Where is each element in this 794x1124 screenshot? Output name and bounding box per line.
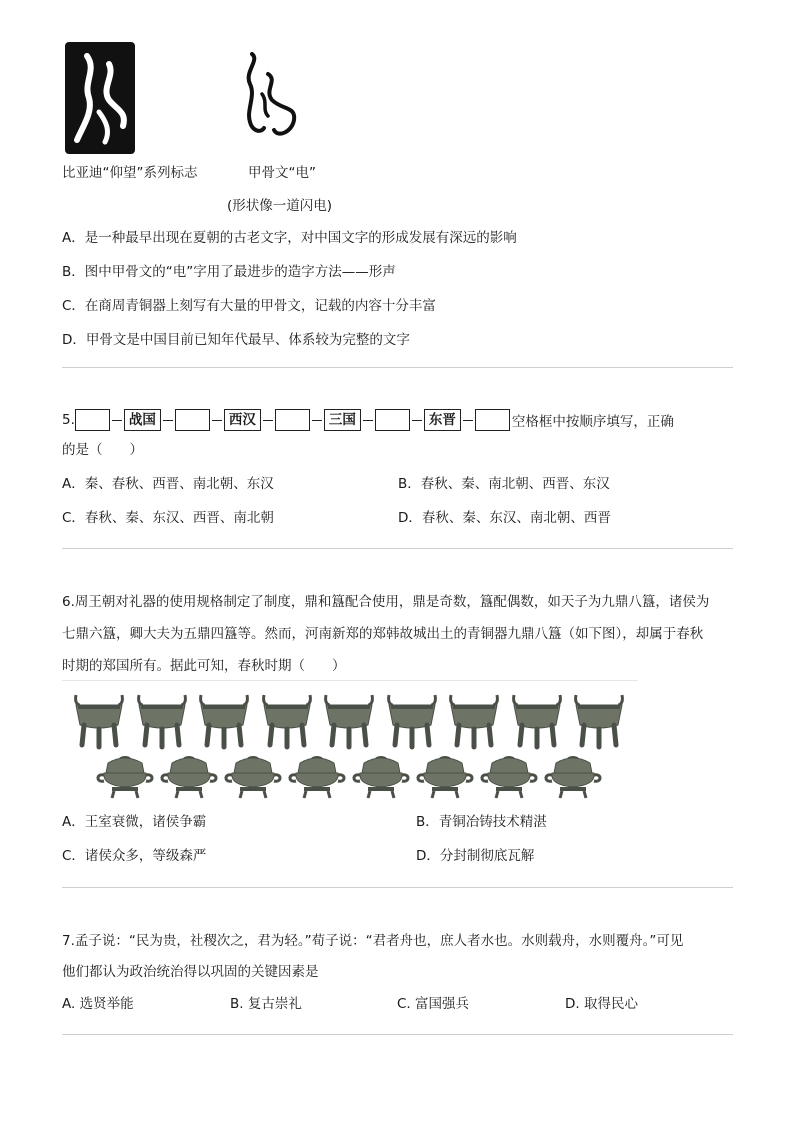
q7-option-c[interactable]: C. 富国强兵 xyxy=(397,996,470,1012)
q7-stem-line1: 7.孟子说：“民为贵，社稷次之，君为轻。”荀子说：“君者舟也，庶人者水也。水则载舟，水则覆舟。”可见 xyxy=(62,933,684,949)
bronze-vessels-photo xyxy=(62,680,638,803)
answer-box-4 xyxy=(375,409,410,431)
answer-box-1 xyxy=(75,409,110,431)
q6-option-b[interactable]: B．青铜冶铸技术精湛 xyxy=(416,814,547,830)
oracle-caption-note: (形状像一道闪电) xyxy=(227,198,333,214)
dash xyxy=(263,420,273,421)
ding-vessel xyxy=(383,691,441,751)
logo-caption: 比亚迪“仰望”系列标志 xyxy=(62,165,198,181)
ding-vessel xyxy=(133,691,191,751)
answer-box-2 xyxy=(175,409,210,431)
dash xyxy=(212,420,222,421)
q5-option-a[interactable]: A．秦、春秋、西晋、南北朝、东汉 xyxy=(62,476,274,492)
ding-vessel xyxy=(508,691,566,751)
q5-stem-tail: 空格框中按顺序填写，正确 xyxy=(511,414,674,430)
q6-stem-line1: 6.周王朝对礼器的使用规格制定了制度，鼎和簋配合使用，鼎是奇数，簋配偶数，如天子为九鼎八簋，诸侯为 xyxy=(62,594,710,610)
gui-vessel xyxy=(222,751,284,799)
q4-option-b[interactable]: B．图中甲骨文的“电”字用了最进步的造字方法——形声 xyxy=(62,264,396,280)
ding-vessel xyxy=(570,691,628,751)
q4-option-d[interactable]: D．甲骨文是中国目前已知年代最早、体系较为完整的文字 xyxy=(62,332,410,348)
period-label-1: 战国 xyxy=(124,409,161,431)
gui-vessel xyxy=(350,751,412,799)
answer-box-5 xyxy=(475,409,510,431)
period-label-4: 东晋 xyxy=(424,409,461,431)
q5-stem-line2: 的是（ ） xyxy=(62,442,143,458)
divider xyxy=(62,1034,733,1035)
gui-vessel xyxy=(414,751,476,799)
q6-stem-line2: 七鼎六簋，卿大夫为五鼎四簋等。然而，河南新郑的郑韩故城出土的青铜器九鼎八簋（如下图），却属于春秋 xyxy=(62,626,704,642)
dash xyxy=(463,420,473,421)
q6-option-d[interactable]: D．分封制彻底瓦解 xyxy=(416,848,535,864)
q5-number: 5. xyxy=(62,412,75,428)
period-label-3: 三国 xyxy=(324,409,361,431)
q5-option-c[interactable]: C．春秋、秦、东汉、西晋、南北朝 xyxy=(62,510,274,526)
gui-vessel xyxy=(158,751,220,799)
answer-box-3 xyxy=(275,409,310,431)
q5-option-b[interactable]: B．春秋、秦、南北朝、西晋、东汉 xyxy=(398,476,610,492)
gui-vessel xyxy=(478,751,540,799)
dash xyxy=(163,420,173,421)
q5-sequence xyxy=(62,407,674,433)
gui-vessel xyxy=(542,751,604,799)
divider xyxy=(62,367,733,368)
q7-stem-line2: 他们都认为政治统治得以巩固的关键因素是 xyxy=(62,964,319,980)
ding-vessel xyxy=(195,691,253,751)
ding-vessel xyxy=(258,691,316,751)
dash xyxy=(112,420,122,421)
dash xyxy=(363,420,373,421)
oracle-caption: 甲骨文“电” xyxy=(248,165,316,181)
ding-vessel xyxy=(445,691,503,751)
q5-option-d[interactable]: D．春秋、秦、东汉、南北朝、西晋 xyxy=(398,510,611,526)
gui-vessel xyxy=(286,751,348,799)
period-label-2: 西汉 xyxy=(224,409,261,431)
divider xyxy=(62,548,733,549)
ding-vessel xyxy=(70,691,128,751)
gui-vessel xyxy=(94,751,156,799)
divider xyxy=(62,887,733,888)
q6-option-c[interactable]: C．诸侯众多，等级森严 xyxy=(62,848,207,864)
byd-yangwang-logo xyxy=(65,42,135,154)
q7-option-b[interactable]: B. 复古崇礼 xyxy=(230,996,302,1012)
q7-option-d[interactable]: D. 取得民心 xyxy=(565,996,638,1012)
oracle-dian-character xyxy=(238,50,306,142)
dash xyxy=(412,420,422,421)
q7-option-a[interactable]: A. 选贤举能 xyxy=(62,996,134,1012)
q4-option-a[interactable]: A．是一种最早出现在夏朝的古老文字，对中国文字的形成发展有深远的影响 xyxy=(62,230,517,246)
q4-option-c[interactable]: C．在商周青铜器上刻写有大量的甲骨文，记载的内容十分丰富 xyxy=(62,298,436,314)
q6-option-a[interactable]: A．王室衰微，诸侯争霸 xyxy=(62,814,207,830)
q6-stem-line3: 时期的郑国所有。据此可知，春秋时期（ ） xyxy=(62,658,346,674)
ding-vessel xyxy=(320,691,378,751)
dash xyxy=(312,420,322,421)
